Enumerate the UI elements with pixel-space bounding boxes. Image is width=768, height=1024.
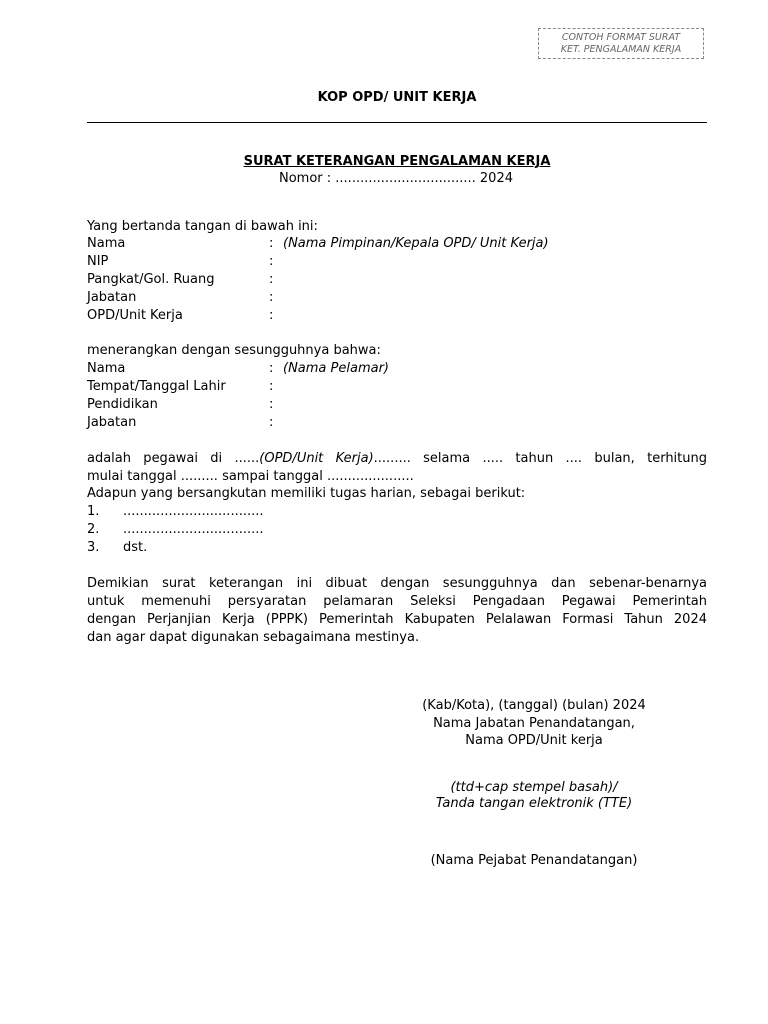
signer-value-nama: (Nama Pimpinan/Kepala OPD/ Unit Kerja) xyxy=(283,236,549,251)
applicant-label-jabatan: Jabatan xyxy=(87,415,137,430)
signer-label-nama: Nama xyxy=(87,236,126,251)
signature-place-date: (Kab/Kota), (tanggal) (bulan) 2024 xyxy=(422,698,646,713)
applicant-label-nama: Nama xyxy=(87,361,126,376)
closing-line2: untuk memenuhi persyaratan pelamaran Seleksi Pengadaan Pegawai Pemerintah xyxy=(87,594,707,609)
employment-part3: ......... selama ..... tahun .... bulan, terhitung xyxy=(373,451,707,466)
applicant-value-nama: (Nama Pelamar) xyxy=(283,361,389,376)
signature-ttd: (ttd+cap stempel basah)/ xyxy=(450,780,618,795)
letter-number: Nomor : .................................. 2024 xyxy=(279,171,513,186)
applicant-colon: : xyxy=(269,361,274,376)
task-text: dst. xyxy=(123,540,148,555)
task-number: 3. xyxy=(87,540,100,555)
task-number: 2. xyxy=(87,522,100,537)
closing-line1: Demikian surat keterangan ini dibuat dengan sesungguhnya dan sebenar-benarnya xyxy=(87,576,707,591)
applicant-colon: : xyxy=(269,379,274,394)
task-text: .................................. xyxy=(123,522,264,537)
tasks-intro: Adapun yang bersangkutan memiliki tugas harian, sebagai berikut: xyxy=(87,486,526,501)
closing-line3: dengan Perjanjian Kerja (PPPK) Pemerintah Kabupaten Pelalawan Formasi Tahun 2024 xyxy=(87,612,707,627)
letterhead-divider xyxy=(87,122,707,123)
declare-text: menerangkan dengan sesungguhnya bahwa: xyxy=(87,343,381,358)
employment-part1: adalah pegawai di ...... xyxy=(87,451,260,466)
format-note-box xyxy=(538,28,704,59)
format-note-line2: KET. PENGALAMAN KERJA xyxy=(560,44,682,55)
signature-tte: Tanda tangan elektronik (TTE) xyxy=(435,796,633,811)
applicant-colon: : xyxy=(269,415,274,430)
signer-colon: : xyxy=(269,236,274,251)
closing-line4: dan agar dapat digunakan sebagaimana mestinya. xyxy=(87,630,420,645)
task-number: 1. xyxy=(87,504,100,519)
applicant-label-ttl: Tempat/Tanggal Lahir xyxy=(87,379,226,394)
signer-label-opd: OPD/Unit Kerja xyxy=(87,308,183,323)
signer-label-pangkat: Pangkat/Gol. Ruang xyxy=(87,272,215,287)
intro-text: Yang bertanda tangan di bawah ini: xyxy=(87,219,318,234)
signature-position: Nama Jabatan Penandatangan, xyxy=(433,716,635,731)
signer-colon: : xyxy=(269,272,274,287)
signer-colon: : xyxy=(269,254,274,269)
employment-line2: mulai tanggal ......... sampai tanggal ..................... xyxy=(87,469,414,484)
employment-line1 xyxy=(87,450,707,468)
format-note-line1: CONTOH FORMAT SURAT xyxy=(561,32,681,43)
signature-opd: Nama OPD/Unit kerja xyxy=(465,733,603,748)
applicant-colon: : xyxy=(269,397,274,412)
letterhead-title: KOP OPD/ UNIT KERJA xyxy=(317,90,477,105)
signer-label-jabatan: Jabatan xyxy=(87,290,137,305)
signer-label-nip: NIP xyxy=(87,254,109,269)
signer-colon: : xyxy=(269,308,274,323)
employment-opd: (OPD/Unit Kerja) xyxy=(259,451,374,466)
signature-official-name: (Nama Pejabat Penandatangan) xyxy=(430,853,638,868)
task-text: .................................. xyxy=(123,504,264,519)
signer-colon: : xyxy=(269,290,274,305)
letter-title: SURAT KETERANGAN PENGALAMAN KERJA xyxy=(243,154,551,169)
applicant-label-pendidikan: Pendidikan xyxy=(87,397,158,412)
